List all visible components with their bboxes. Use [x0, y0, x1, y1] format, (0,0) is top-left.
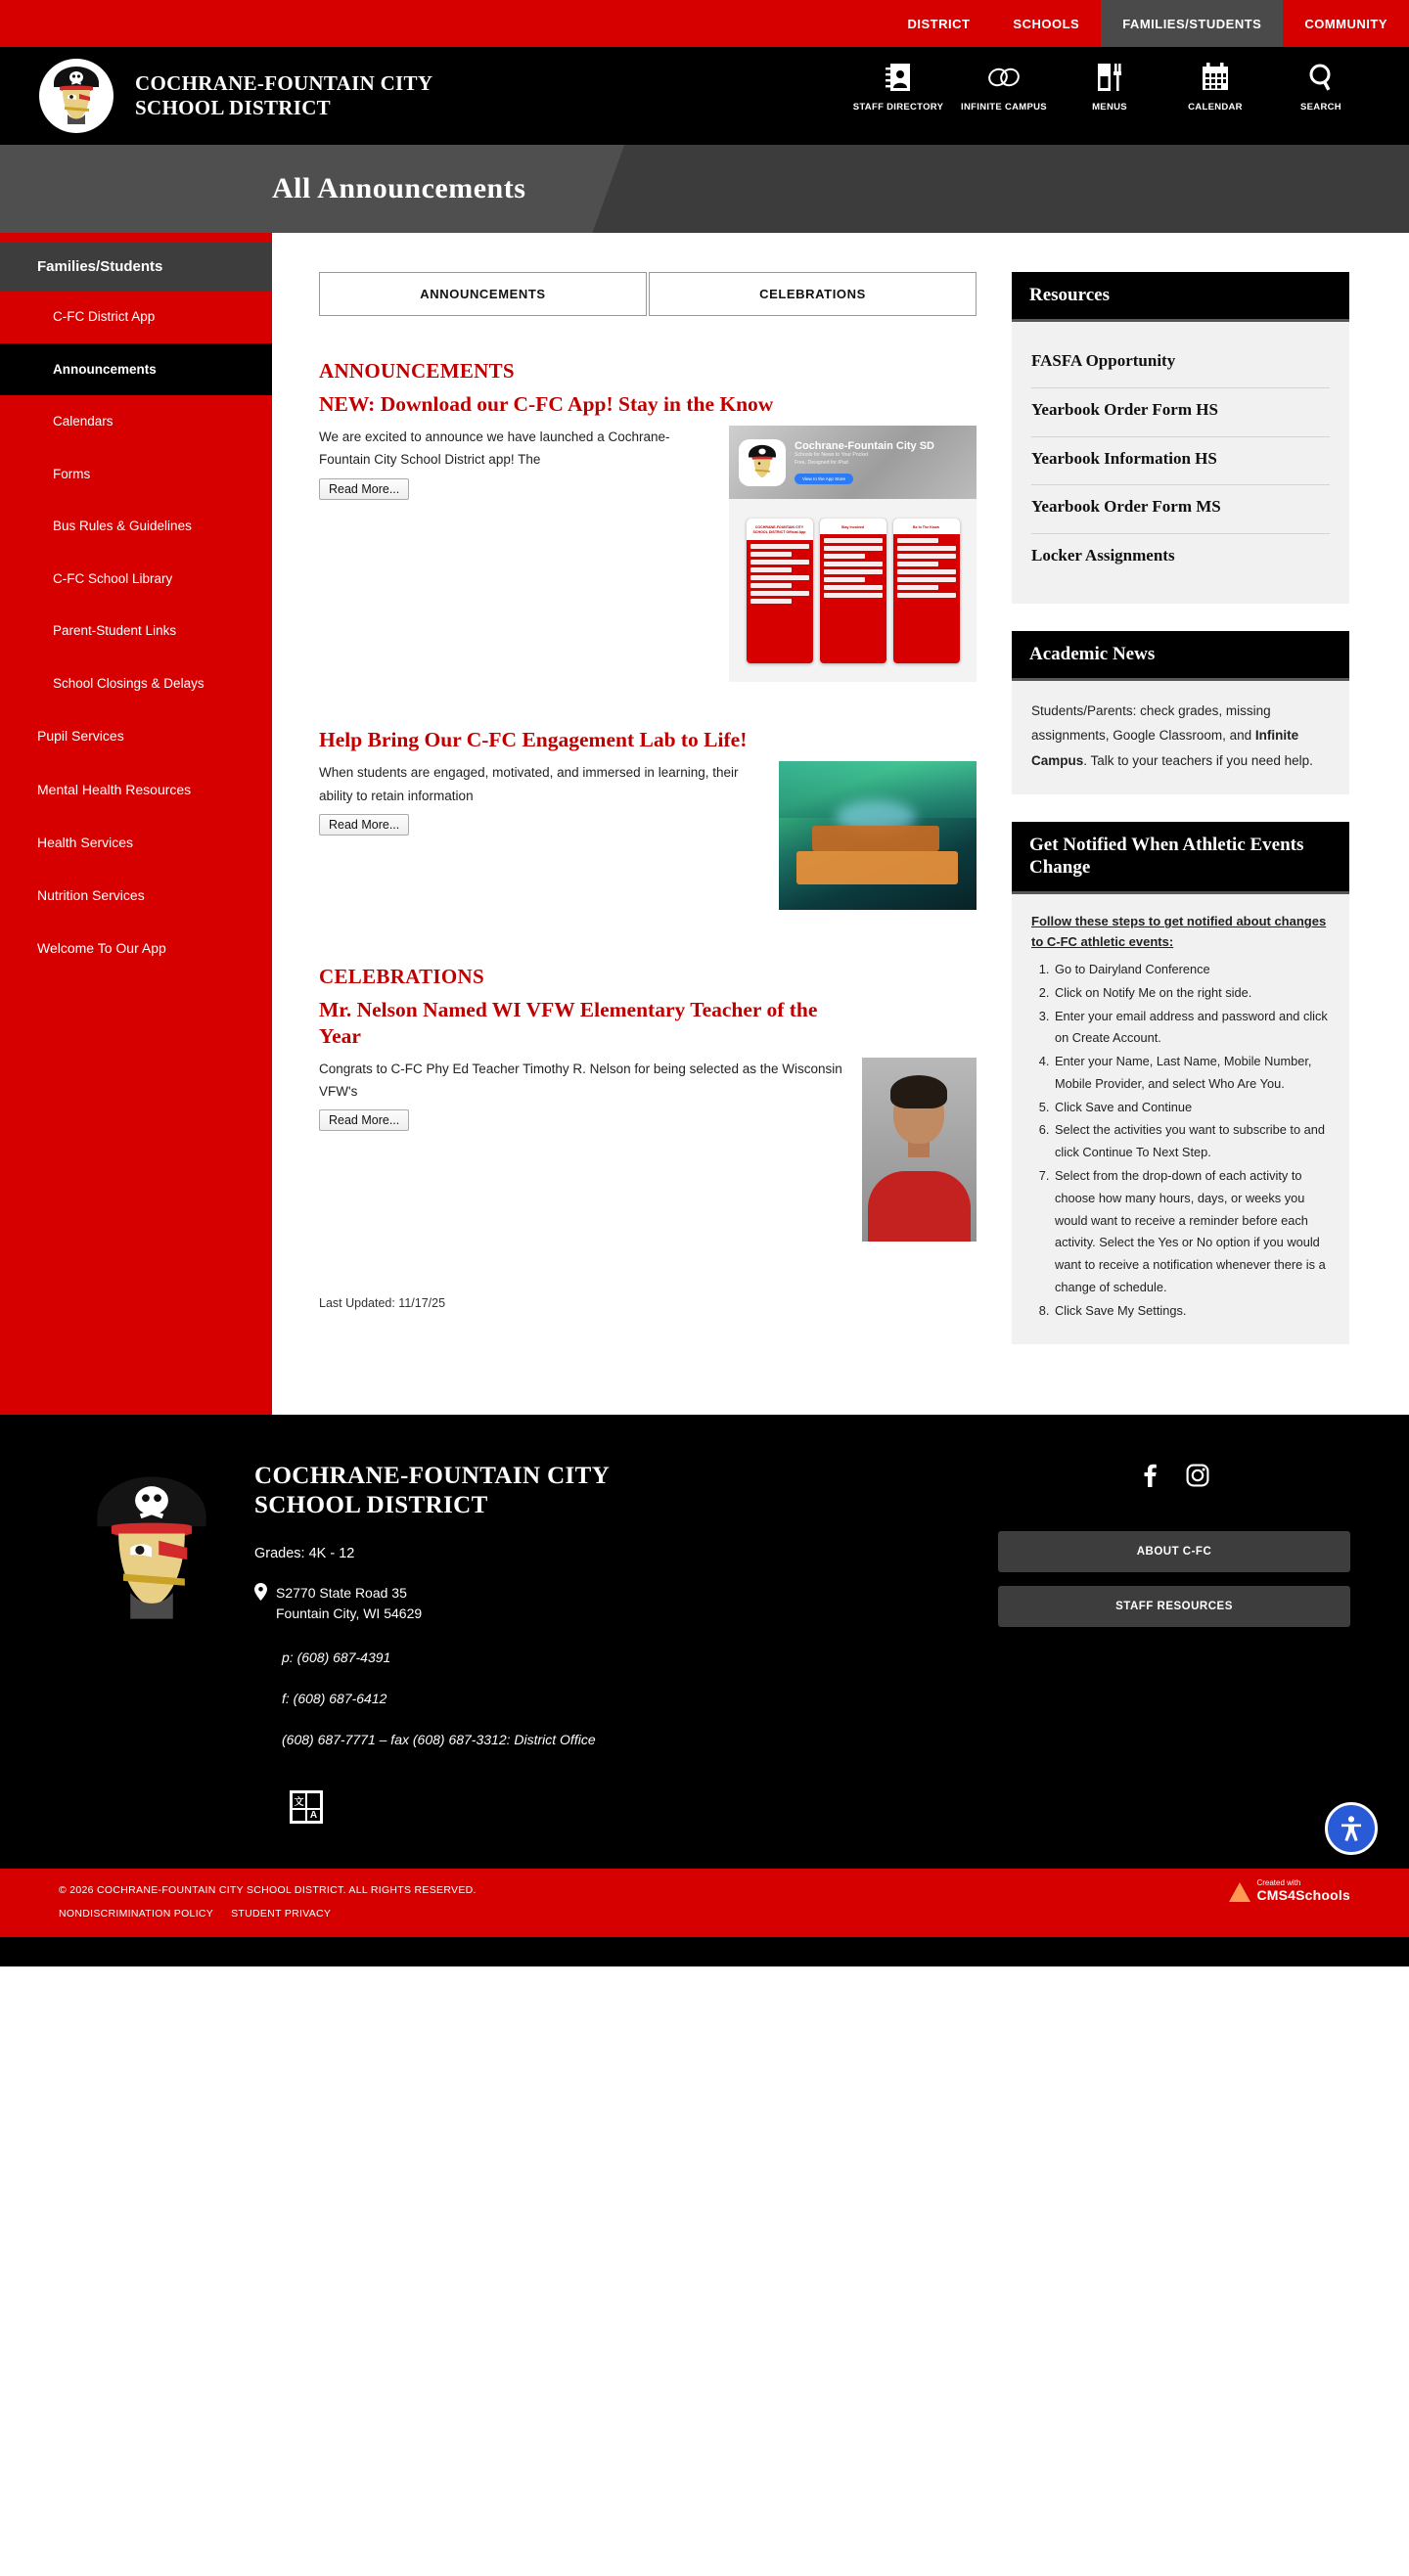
facebook-icon[interactable] [1139, 1464, 1160, 1492]
sidebar-item-announcements[interactable]: Announcements [0, 343, 272, 396]
top-utility-nav [0, 0, 1409, 47]
sidebar-item-forms[interactable]: Forms [53, 466, 91, 481]
article-thumbnail-app[interactable] [729, 426, 977, 682]
athletic-steps-list [1053, 959, 1330, 1322]
accessibility-widget-button[interactable] [1325, 1802, 1378, 1855]
resource-link-locker-assignments[interactable]: Locker Assignments [1031, 533, 1330, 582]
article-summary: We are excited to announce we have launched a Cochrane-Fountain City School District app! The [319, 429, 670, 468]
tab-announcements[interactable]: ANNOUNCEMENTS [319, 272, 647, 316]
footer-address-line2: Fountain City, WI 54629 [276, 1605, 423, 1622]
athletic-step: 3. Enter your email address and password and click on Create Account. [1053, 1006, 1330, 1051]
athletic-step: 8. Click Save My Settings. [1053, 1300, 1330, 1323]
footer-grades: Grades: 4K - 12 [254, 1546, 355, 1562]
article-mr-nelson [319, 997, 977, 1241]
translate-icon[interactable] [290, 1790, 323, 1824]
link-student-privacy[interactable]: STUDENT PRIVACY [231, 1908, 332, 1921]
quicklink-menus[interactable] [1057, 59, 1162, 113]
infinite-campus-icon [987, 59, 1021, 96]
sidebar-item-calendars[interactable]: Calendars [53, 414, 114, 429]
athletic-step: 5. Click Save and Continue [1053, 1097, 1330, 1119]
quicklink-label: INFINITE CAMPUS [961, 102, 1047, 113]
topnav-community[interactable]: COMMUNITY [1304, 16, 1387, 31]
athletic-steps-lead: Follow these steps to get notified about changes to C-FC athletic events: [1031, 914, 1327, 950]
app-card-sub: Schools for News to Your Pocket [795, 451, 869, 458]
sidebar-item-mental-health[interactable]: Mental Health Resources [37, 781, 192, 797]
phone-caption [852, 499, 853, 505]
accessibility-icon [1339, 1815, 1364, 1842]
footer-copyright-bar [0, 1869, 1409, 1937]
infinite-campus-mention: Infinite Campus [1031, 728, 1299, 768]
sidebar-top-spacer [0, 233, 272, 243]
quicklink-search[interactable] [1268, 59, 1374, 113]
widget-heading: Get Notified When Athletic Events Change [1012, 822, 1349, 894]
resource-link-yearbook-order-hs[interactable]: Yearbook Order Form HS [1031, 387, 1330, 436]
phone-mockup [820, 519, 886, 663]
article-summary: Congrats to C-FC Phy Ed Teacher Timothy R. Nelson for being selected as the Wisconsin VFW's [319, 1061, 842, 1100]
footer-button-staff-resources[interactable]: STAFF RESOURCES [998, 1586, 1350, 1627]
topnav-district[interactable]: DISTRICT [907, 16, 971, 31]
footer-legal-links [59, 1908, 1350, 1920]
content-tabs [319, 272, 977, 316]
athletic-step: 2. Click on Notify Me on the right side. [1053, 982, 1330, 1005]
read-more-button[interactable]: Read More... [319, 1109, 409, 1131]
resource-link-yearbook-order-ms[interactable]: Yearbook Order Form MS [1031, 484, 1330, 533]
phone-screen-title: Stay Involved [820, 519, 886, 534]
widget-heading: Resources [1012, 272, 1349, 322]
pirate-mascot-icon [78, 1469, 225, 1626]
search-icon [1307, 59, 1335, 96]
translate-corner-1 [306, 1792, 321, 1809]
footer-fax: f: (608) 687-6412 [282, 1691, 387, 1707]
main-content [272, 233, 1409, 1415]
phone-screen-title: Be In The Know [893, 519, 960, 534]
phone-screen-title: COCHRANE-FOUNTAIN CITY SCHOOL DISTRICT Official App [747, 519, 813, 539]
section-heading-announcements: ANNOUNCEMENTS [319, 359, 515, 383]
footer-button-about-cfc[interactable]: ABOUT C-FC [998, 1531, 1350, 1572]
footer-phone: p: (608) 687-4391 [282, 1650, 391, 1666]
cms-created-label: Created with [1256, 1878, 1301, 1888]
quicklink-calendar[interactable] [1162, 59, 1268, 113]
article-thumbnail-engagement-lab[interactable] [779, 761, 977, 910]
app-icon [739, 439, 786, 486]
quicklink-label: MENUS [1092, 102, 1127, 113]
sidebar-item-parent-student-links[interactable]: Parent-Student Links [53, 623, 177, 639]
app-store-pill: View In the App Store [795, 474, 853, 484]
cms-name-label: CMS4Schools [1256, 1887, 1350, 1904]
athletic-step [1053, 959, 1330, 981]
district-name-line2: SCHOOL DISTRICT [135, 96, 331, 119]
read-more-button[interactable]: Read More... [319, 478, 409, 500]
phone-mockups [729, 505, 977, 677]
right-sidebar [1012, 272, 1349, 1376]
page-body [0, 233, 1409, 1415]
site-footer [0, 1415, 1409, 1966]
academic-news-text-before: Students/Parents: check grades, missing assignments, Google Classroom, and [1031, 703, 1271, 744]
resource-link-yearbook-info-hs[interactable]: Yearbook Information HS [1031, 436, 1330, 485]
app-card-title: Cochrane-Fountain City SD [795, 439, 935, 452]
page-banner [0, 145, 1409, 233]
footer-district-line1: COCHRANE-FOUNTAIN CITY [254, 1463, 611, 1490]
athletic-step: 4. Enter your Name, Last Name, Mobile Number, Mobile Provider, and select Who Are You. [1053, 1051, 1330, 1096]
calendar-icon [1202, 59, 1229, 96]
district-name [135, 71, 432, 119]
footer-logo [59, 1462, 245, 1824]
topnav-schools[interactable]: SCHOOLS [1013, 16, 1080, 31]
district-logo[interactable] [39, 59, 114, 133]
site-header [0, 47, 1409, 145]
sidebar-heading: Families/Students [0, 243, 272, 291]
widget-academic-news [1012, 631, 1349, 794]
sidebar-item-cfc-district-app[interactable]: C-FC District App [53, 309, 156, 324]
link-nondiscrimination-policy[interactable]: NONDISCRIMINATION POLICY [59, 1908, 214, 1921]
quicklink-staff-directory[interactable] [845, 59, 951, 113]
sidebar-item-school-closings[interactable]: School Closings & Delays [53, 675, 205, 691]
resource-link-fasfa[interactable]: FASFA Opportunity [1031, 351, 1176, 371]
last-updated-text: Last Updated: 11/17/25 [319, 1295, 446, 1310]
sidebar-item-health-services[interactable]: Health Services [37, 834, 134, 850]
article-thumbnail-teacher-portrait[interactable] [862, 1058, 977, 1242]
quicklink-label: CALENDAR [1188, 102, 1243, 113]
staff-directory-icon [886, 59, 911, 96]
sidebar-item-welcome-to-our-app[interactable]: Welcome To Our App [37, 940, 166, 957]
menus-icon [1096, 59, 1123, 96]
article-title[interactable]: NEW: Download our C-FC App! Stay in the Know [319, 392, 774, 416]
footer-social-links [998, 1464, 1350, 1492]
academic-news-text-after: . Talk to your teachers if you need help. [1083, 752, 1313, 768]
widget-resources [1012, 272, 1349, 604]
cms4schools-badge[interactable] [1229, 1878, 1350, 1905]
page-title: All Announcements [272, 172, 526, 204]
copyright-text: © 2026 COCHRANE-FOUNTAIN CITY SCHOOL DISTRICT. ALL RIGHTS RESERVED. [59, 1884, 477, 1897]
read-more-button[interactable]: Read More... [319, 814, 409, 836]
translate-char-1: 文 [292, 1792, 306, 1809]
widget-heading: Academic News [1012, 631, 1349, 681]
quicklink-label: SEARCH [1300, 102, 1341, 113]
athletic-step: 7. Select from the drop-down of each activity to choose how many hours, days, or weeks you would want to receive a reminder before each activity. Select the Yes or No option if you would want to receive a notification whenever there is a change of schedule. [1053, 1165, 1330, 1299]
pirate-mascot-icon [46, 64, 107, 128]
article-title[interactable]: Mr. Nelson Named WI VFW Elementary Teacher of the Year [319, 998, 818, 1048]
location-pin-icon [254, 1583, 267, 1601]
section-heading-celebrations: CELEBRATIONS [319, 965, 484, 989]
phone-mockup [893, 519, 960, 663]
app-card-sub2: Free, Designed for iPad [795, 459, 848, 466]
instagram-icon[interactable] [1186, 1464, 1209, 1492]
article-title[interactable]: Help Bring Our C-FC Engagement Lab to Life! [319, 728, 748, 752]
article-engagement-lab [319, 727, 977, 910]
sidebar-item-school-library[interactable]: C-FC School Library [53, 570, 173, 586]
tab-celebrations[interactable]: CELEBRATIONS [649, 272, 977, 316]
academic-news-text [1031, 699, 1330, 773]
article-cfc-app [319, 391, 977, 682]
sidebar-item-pupil-services[interactable]: Pupil Services [37, 728, 124, 745]
sidebar-item-nutrition-services[interactable]: Nutrition Services [37, 886, 145, 903]
quicklink-infinite-campus[interactable] [951, 59, 1057, 113]
athletic-step-text: Go to Dairyland Conference [1055, 962, 1210, 977]
articles-column [319, 272, 977, 1376]
quicklink-label: STAFF DIRECTORY [852, 102, 944, 113]
header-quick-links [845, 59, 1374, 113]
athletic-step: 6. Select the activities you want to subscribe to and click Continue To Next Step. [1053, 1119, 1330, 1164]
phone-mockup [747, 519, 813, 663]
footer-district-name [254, 1462, 998, 1520]
article-summary: When students are engaged, motivated, and immersed in learning, their ability to retain information [319, 765, 739, 803]
footer-district-office: (608) 687-7771 – fax (608) 687-3312: District Office [282, 1732, 596, 1748]
widget-athletic-notifications [1012, 822, 1349, 1344]
flame-icon [1229, 1882, 1250, 1902]
footer-address-line1: S2770 State Road 35 [276, 1585, 407, 1602]
translate-char-2: A [306, 1809, 321, 1822]
topnav-families-students[interactable]: FAMILIES/STUDENTS [1101, 0, 1283, 47]
district-name-line1: COCHRANE-FOUNTAIN CITY [135, 71, 433, 96]
sidebar-item-bus-rules[interactable]: Bus Rules & Guidelines [53, 519, 192, 534]
footer-district-line2: SCHOOL DISTRICT [254, 1492, 488, 1519]
footer-address [254, 1583, 998, 1624]
translate-corner-2 [292, 1809, 306, 1822]
section-sidebar [0, 233, 272, 1415]
